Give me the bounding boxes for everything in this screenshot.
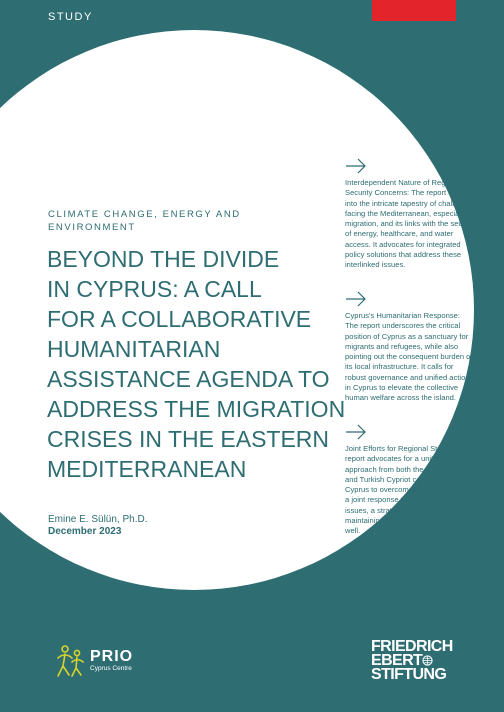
prio-subtitle: Cyprus Centre [90, 665, 132, 672]
summary-point-3 [345, 424, 475, 537]
title-line: ASSISTANCE AGENDA TO [47, 366, 330, 392]
summary-point-1 [345, 158, 475, 271]
fes-logo [371, 640, 453, 682]
author-name: Emine E. Sülün, Ph.D. [48, 514, 148, 525]
red-accent-tab [372, 0, 456, 21]
title-line: ADDRESS THE MIGRATION [47, 396, 346, 422]
summary-point-2 [345, 291, 475, 404]
title-line: MEDITERRANEAN [47, 456, 247, 482]
fes-line-1: FRIEDRICH [371, 638, 453, 655]
category-label [48, 208, 248, 234]
title-line: IN CYPRUS: A CALL [47, 276, 262, 302]
arrow-right-icon [345, 158, 367, 174]
summary-text: Joint Efforts for Regional Stability: The report advocates for a united approach from both the Greek Cypriot and Turkish Cypriot communities in Cyprus to overcome divisions through a joint response to human security issues, a strategy that is vital for maintaining stability in the region as well. [345, 444, 474, 536]
fes-line-3: STIFTUNG [371, 666, 447, 683]
arrow-right-icon [345, 291, 367, 307]
document-type-label: STUDY [48, 11, 93, 23]
category-line-1: CLIMATE CHANGE, ENERGY AND [48, 209, 241, 220]
summary-text: Interdependent Nature of Regional Security Concerns: The report delves into the intricate tapestry of challenges facing the Mediterranean, especially migration, and its links with the sectors of energy, healthcare, and water access. It advocates for integrated policy solutions that address these interlinked issues. [345, 178, 475, 270]
globe-icon [422, 655, 433, 666]
title-line: FOR A COLLABORATIVE [47, 306, 312, 332]
title-line: CRISES IN THE EASTERN [47, 426, 330, 452]
prio-name: PRIO [90, 648, 134, 665]
prio-logo [54, 644, 133, 678]
fes-line-2: EBERT [371, 654, 453, 668]
arrow-right-icon [345, 424, 367, 440]
document-title [47, 244, 347, 484]
prio-figures-icon [54, 644, 86, 678]
publication-date: December 2023 [48, 526, 122, 537]
summary-text: Cyprus's Humanitarian Response: The report underscores the critical position of Cyprus as a sanctuary for migrants and refugees, while also pointing out the consequent burden on its local infrastructure. It calls for robust governance and unified actions in Cyprus to elevate the collective human welfare across the island. [345, 311, 475, 403]
title-line: HUMANITARIAN [47, 336, 221, 362]
category-line-2: ENVIRONMENT [48, 222, 136, 233]
title-line: BEYOND THE DIVIDE [47, 246, 280, 272]
